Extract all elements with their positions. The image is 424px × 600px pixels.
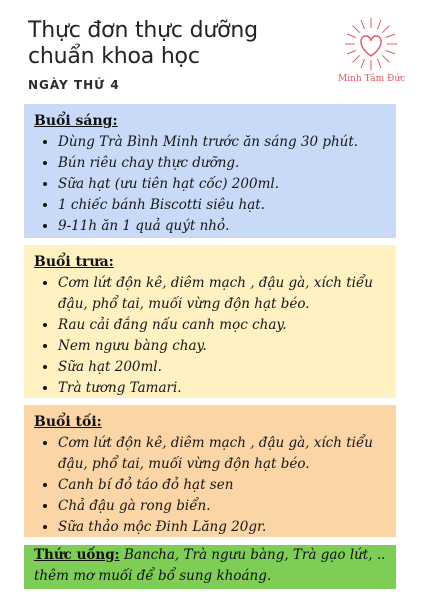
noon-title: Buổi trưa: [34, 254, 114, 270]
list-item: • Chả đậu gà rong biển. [58, 496, 386, 517]
drinks-section [24, 545, 396, 589]
morning-title: Buổi sáng: [34, 113, 118, 129]
noon-section [24, 245, 396, 398]
list-item: • Rau cải đắng nấu canh mọc chay. [58, 315, 386, 336]
list-item: • 9-11h ăn 1 quả quýt nhỏ. [58, 216, 386, 237]
list-item: • Dùng Trà Bình Minh trước ăn sáng 30 phút. [58, 132, 386, 153]
list-item: • Sữa hạt (ưu tiên hạt cốc) 200ml. [58, 174, 386, 195]
list-item: • Cơm lứt độn kê, diêm mạch , đậu gà, xích tiểu đậu, phổ tai, muối vừng độn hạt béo. [58, 273, 386, 315]
list-item: • 1 chiếc bánh Biscotti siêu hạt. [58, 195, 386, 216]
list-item: • Cơm lứt độn kê, diêm mạch , đậu gà, xích tiểu đậu, phổ tai, muối vừng độn hạt béo. [58, 433, 386, 475]
list-item: • Bún riêu chay thực dưỡng. [58, 153, 386, 174]
day-label: NGÀY THỨ 4 [28, 78, 120, 92]
list-item: • Nem ngưu bàng chay. [58, 336, 386, 357]
evening-list [34, 433, 386, 538]
morning-list [34, 132, 386, 237]
list-item: • Canh bí đỏ táo đỏ hạt sen [58, 475, 386, 496]
heart-sunburst-icon [338, 14, 404, 74]
morning-section [24, 104, 396, 238]
noon-list [34, 273, 386, 399]
menu-title: Thực đơn thực dưỡng chuẩn khoa học [28, 18, 258, 69]
drinks-paragraph [34, 545, 386, 587]
list-item: • Sữa thảo mộc Đinh Lăng 20gr. [58, 517, 386, 538]
list-item: • Sữa hạt 200ml. [58, 357, 386, 378]
evening-section [24, 405, 396, 537]
drinks-label: Thức uống: [34, 547, 120, 563]
evening-title: Buổi tối: [34, 414, 102, 430]
brand-logo [338, 14, 404, 94]
brand-name: Minh Tâm Đức [338, 74, 406, 84]
list-item: • Trà tương Tamari. [58, 378, 386, 399]
drinks-text: Bancha, Trà ngưu bàng, Trà gạo lứt, .. thêm mơ muối để bổ sung khoáng. [34, 547, 386, 584]
